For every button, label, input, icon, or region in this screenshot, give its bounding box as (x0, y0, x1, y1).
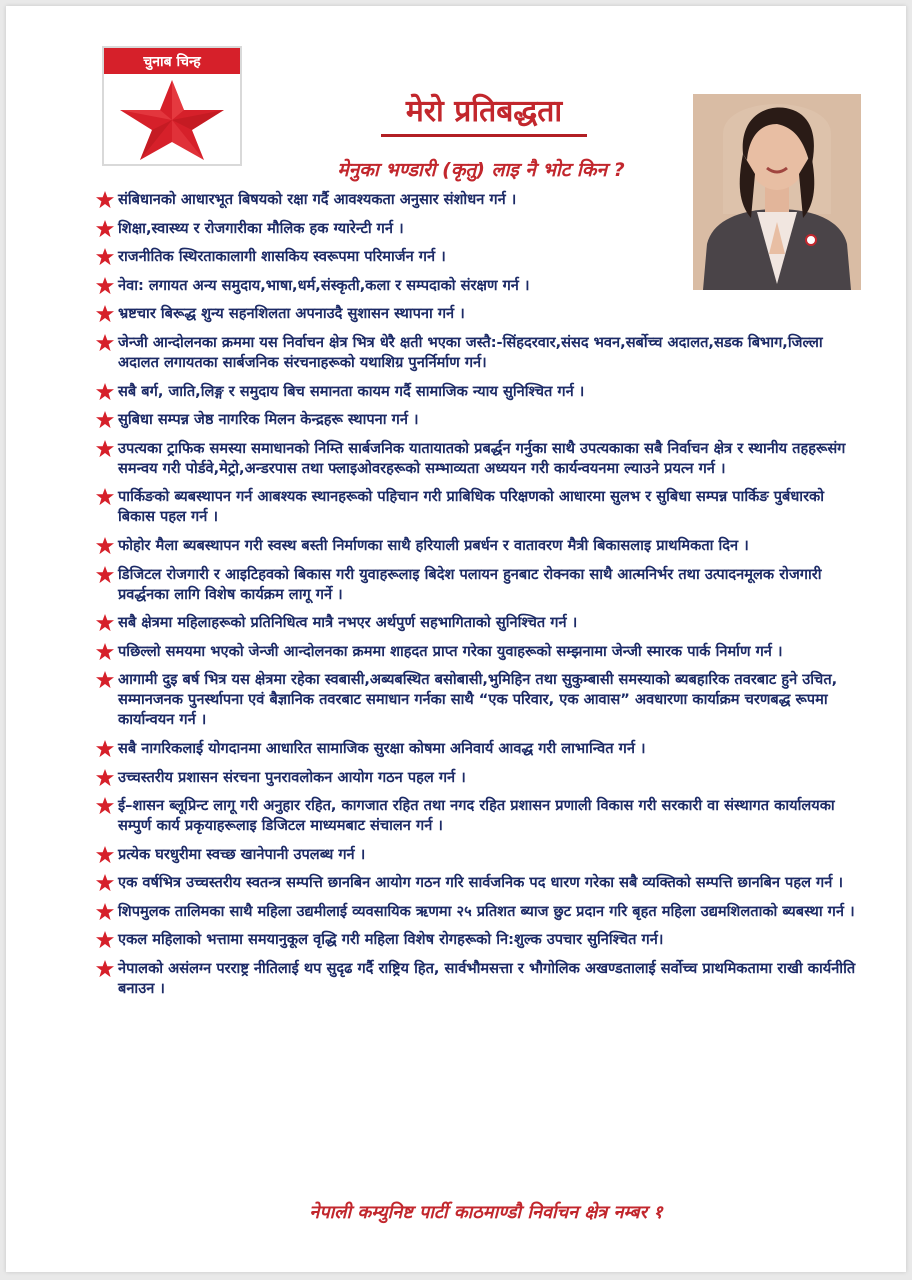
commitment-item (90, 796, 858, 836)
red-star-bullet-icon (96, 488, 114, 506)
commitment-text: आगामी दुइ बर्ष भित्र यस क्षेत्रमा रहेका स्वबासी,अब्यबस्थित बसोबासी,भुमिहिन तथा सुकुम्बासी समस्याको ब्यबहारिक तवरबाट हुने उचित, सम्मानजनक पुनर्स्थापना एवं बैज्ञानिक तवरबाट समाधान गर्नका साथै “एक परिवार, एक आवास” अवधारणा कार्याक्रम चरणबद्ध रूपमा कार्यान्वयन गर्न । (118, 671, 838, 729)
commitment-item (90, 382, 858, 402)
commitment-item (90, 276, 858, 296)
commitment-list (90, 190, 858, 1008)
red-star-bullet-icon (96, 874, 114, 892)
commitment-text: पार्किङको ब्यबस्थापन गर्न आबश्यक स्थानहरूको पहिचान गरी प्राबिधिक परिक्षणको आधारमा सुलभ र सुबिधा सम्पन्न पार्किङ पुर्बधारको बिकास पहल गर्न । (118, 488, 825, 526)
commitment-item (90, 768, 858, 788)
commitment-text: पछिल्लो समयमा भएको जेन्जी आन्दोलनका क्रममा शाहदत प्राप्त गरेका युवाहरूको सम्झनामा जेन्जी स्मारक पार्क निर्माण गर्न । (118, 642, 783, 660)
red-star-bullet-icon (96, 740, 114, 758)
commitment-text: शिक्षा,स्वास्थ्य र रोजगारीका मौलिक हक ग्यारेन्टी गर्न । (118, 219, 404, 237)
commitment-item (90, 902, 858, 922)
commitment-item (90, 190, 858, 210)
commitment-text: सबै क्षेत्रमा महिलाहरूको प्रतिनिधित्व मात्रै नभएर अर्थपुर्ण सहभागिताको सुनिश्चित गर्न । (118, 614, 578, 632)
red-star-bullet-icon (96, 846, 114, 864)
title-underline (381, 134, 587, 137)
commitment-item (90, 670, 858, 730)
election-symbol-label: चुनाब चिन्ह (104, 48, 240, 74)
red-star-bullet-icon (96, 566, 114, 584)
red-star-bullet-icon (96, 537, 114, 555)
commitment-text: जेन्जी आन्दोलनका क्रममा यस निर्वाचन क्षेत्र भित्र धेरै क्षती भएका जस्तै:-सिंहदरवार,संसद भवन,सर्बोच्च अदालत,सडक बिभाग,जिल्ला अदालत लगायतका सार्बजनिक संरचनाहरूको यथाशिग्र पुनर्निर्माण गर्न। (118, 333, 823, 371)
commitment-item (90, 930, 858, 950)
red-star-bullet-icon (96, 903, 114, 921)
red-star-bullet-icon (96, 305, 114, 323)
commitment-text: भ्रष्टचार बिरूद्ध शुन्य सहनशिलता अपनाउदै सुशासन स्थापना गर्न । (118, 305, 465, 323)
red-star-bullet-icon (96, 440, 114, 458)
red-star-bullet-icon (96, 191, 114, 209)
commitment-item (90, 873, 858, 893)
commitment-item (90, 304, 858, 324)
red-star-icon (112, 76, 232, 164)
commitment-item (90, 219, 858, 239)
commitment-text: नेवा: लगायत अन्य समुदाय,भाषा,धर्म,संस्कृती,कला र सम्पदाको संरक्षण गर्न । (118, 276, 530, 294)
red-star-bullet-icon (96, 248, 114, 266)
commitment-text: प्रत्येक घरधुरीमा स्वच्छ खानेपानी उपलब्ध गर्न । (118, 845, 366, 863)
commitment-text: उपत्यका ट्राफिक समस्या समाधानको निम्ति सार्बजनिक यातायातको प्रबर्द्धन गर्नुका साथै उपत्यकाका सबै निर्वाचन क्षेत्र र स्थानीय तहहरूसंग समन्वय गरी पोर्डवे,मेट्रो,अन्डरपास तथा फ्लाइओवरहरूको सम्भाव्यता अध्ययन गरी कार्यन्वयनमा ल्याउने प्रयत्न गर्न । (118, 439, 846, 477)
commitment-item (90, 439, 858, 479)
red-star-bullet-icon (96, 931, 114, 949)
footer-party-line: नेपाली कम्युनिष्ट पार्टी काठमाण्डौ निर्वाचन क्षेत्र नम्बर १ (309, 1202, 663, 1223)
commitment-text: संबिधानको आधारभूत बिषयको रक्षा गर्दै आवश्यकता अनुसार संशोधन गर्न । (118, 191, 517, 208)
commitment-text: सुबिधा सम्पन्न जेष्ठ नागरिक मिलन केन्द्रहरू स्थापना गर्न । (118, 411, 419, 429)
commitment-text: नेपालको असंलग्न परराष्ट्र नीतिलाई थप सुदृढ गर्दै राष्ट्रिय हित, सार्वभौमसत्ता र भौगोलिक अखण्डतालाई सर्वोच्च प्राथमिकतामा राखी कार्यनीति बनाउन । (118, 960, 856, 998)
red-star-bullet-icon (96, 277, 114, 295)
page-title: मेरो प्रतिबद्धता (405, 94, 563, 129)
commitment-item (90, 845, 858, 865)
commitment-text: उच्चस्तरीय प्रशासन संरचना पुनरावलोकन आयोग गठन पहल गर्न । (118, 768, 466, 786)
commitment-item (90, 487, 858, 527)
commitment-item (90, 247, 858, 267)
election-symbol-box (102, 46, 242, 166)
red-star-bullet-icon (96, 797, 114, 815)
red-star-bullet-icon (96, 334, 114, 352)
commitment-text: एकल महिलाको भत्तामा समयानुकूल वृद्धि गरी महिला विशेष रोगहरूको नि:शुल्क उपचार सुनिश्चित गर्न। (118, 931, 664, 949)
red-star-bullet-icon (96, 614, 114, 632)
commitment-text: फोहोर मैला ब्यबस्थापन गरी स्वस्थ बस्ती निर्माणका साथै हरियाली प्रबर्धन र वातावरण मैत्री बिकासलाइ प्राथमिकता दिन । (118, 536, 749, 554)
commitment-text: ई–शासन ब्लूप्रिन्ट लागू गरी अनुहार रहित, कागजात रहित तथा नगद रहित प्रशासन प्रणाली विकास गरी सरकारी वा संस्थागत कार्यालयका सम्पुर्ण कार्य प्रकृयाहरूलाइ डिजिटल माध्यमबाट संचालन गर्न । (118, 797, 835, 835)
red-star-bullet-icon (96, 960, 114, 978)
commitment-text: डिजिटल रोजगारी र आइटिहवको बिकास गरी युवाहरूलाइ बिदेश पलायन हुनबाट रोक्नका साथै आत्मनिर्भर तथा उत्पादनमूलक रोजगारी प्रवर्द्धनका लागि विशेष कार्यक्रम लागू गर्ने । (118, 565, 822, 603)
manifesto-page (6, 6, 906, 1272)
commitment-text: सबै बर्ग, जाति,लिङ्ग र समुदाय बिच समानता कायम गर्दै सामाजिक न्याय सुनिश्चित गर्न । (118, 382, 585, 400)
red-star-bullet-icon (96, 671, 114, 689)
page-subtitle: मेनुका भण्डारी (कृतु) लाइ नै भोट किन ? (337, 159, 625, 181)
commitment-text: शिपमुलक तालिमका साथै महिला उद्यमीलाई व्यवसायिक ऋणमा २५ प्रतिशत ब्याज छुट प्रदान गरि बृहत महिला उद्यमशिलताको ब्यबस्था गर्न । (118, 902, 855, 920)
commitment-item (90, 959, 858, 999)
red-star-bullet-icon (96, 220, 114, 238)
red-star-bullet-icon (96, 769, 114, 787)
commitment-item (90, 642, 858, 662)
commitment-item (90, 739, 858, 759)
commitment-text: राजनीतिक स्थिरताकालागी शासकिय स्वरूपमा परिमार्जन गर्न । (118, 248, 446, 266)
commitment-item (90, 613, 858, 633)
commitment-item (90, 410, 858, 430)
red-star-bullet-icon (96, 643, 114, 661)
commitment-item (90, 565, 858, 605)
commitment-item (90, 536, 858, 556)
commitment-text: एक वर्षभित्र उच्चस्तरीय स्वतन्त्र सम्पत्ति छानबिन आयोग गठन गरि सार्वजनिक पद धारण गरेका सबै व्यक्तिको सम्पत्ति छानबिन पहल गर्न । (118, 874, 843, 892)
commitment-text: सबै नागरिकलाई योगदानमा आधारित सामाजिक सुरक्षा कोषमा अनिवार्य आवद्ध गरी लाभान्वित गर्न । (118, 739, 646, 757)
red-star-bullet-icon (96, 383, 114, 401)
title-block (381, 92, 587, 137)
commitment-item (90, 333, 858, 373)
red-star-bullet-icon (96, 411, 114, 429)
